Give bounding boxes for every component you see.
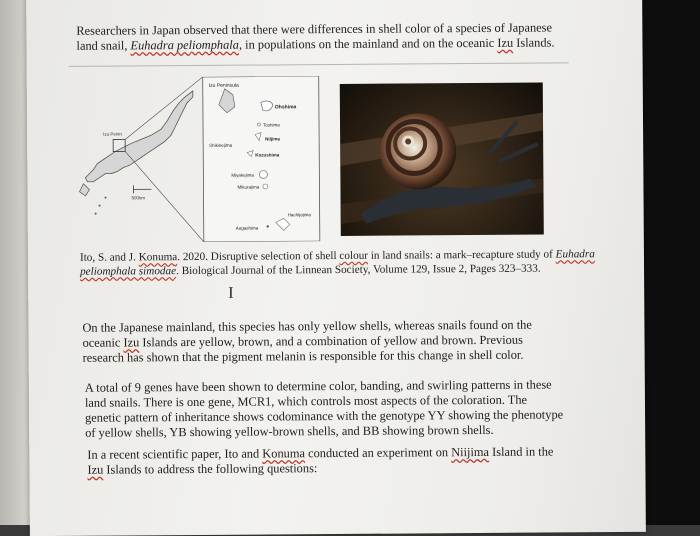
peninsula-label: Izu Peninsula: [209, 83, 239, 89]
citation-colour: colour: [339, 250, 368, 262]
intro-text: land snail,: [76, 38, 130, 52]
island-label-hachijojima: Hachijojima: [288, 212, 312, 217]
island-label-kozushima: Kozushima: [255, 152, 280, 157]
island-label-ohshima: Ohshima: [275, 104, 297, 110]
paragraph-2: [85, 377, 563, 440]
island-label-mikurajima: Mikurajima: [237, 185, 259, 190]
para3-text: In a recent scientific paper, Ito and: [87, 447, 262, 462]
paragraph-1: [82, 318, 532, 366]
citation-species: peliomphala simodae: [80, 265, 176, 278]
citation-journal: . Biological Journal of the Linnean Society, Volume 129, Issue 2, Pages 323–333.: [176, 263, 541, 278]
document-page: [26, 0, 646, 536]
para3-island: Niijima: [451, 445, 489, 459]
izu-word: Izu: [497, 36, 513, 50]
intro-line-1: Researchers in Japan observed that there were differences in shell color of a species of Japanese: [76, 20, 554, 38]
para3-text-mid: conducted an experiment on: [305, 445, 451, 460]
intro-line-2: [76, 35, 554, 53]
para3-author: Konuma: [262, 446, 305, 460]
para2-line-3: genetic pattern of inheritance shows codominance with the genotype YY showing the phenotype: [85, 407, 563, 425]
para1-text-end: Islands are yellow, brown, and a combination of yellow and brown. Previous: [139, 333, 523, 350]
paragraph-3: [87, 444, 553, 477]
species-name: Euhadra peliomphala: [130, 38, 239, 53]
island-label-niijima: Niijima: [265, 136, 280, 141]
intro-text-mid: , in populations on the mainland and on the oceanic: [239, 36, 498, 52]
citation-line-2: [80, 261, 595, 279]
kyushu-outline: [79, 184, 89, 196]
island-dot: [95, 213, 97, 215]
para3-line-2: [87, 459, 553, 477]
citation-author: Konuma: [139, 251, 178, 263]
citation-text: Ito, S. and J.: [80, 251, 139, 263]
citation-genus: Euhadra: [556, 248, 595, 260]
para2-line-2: land snails. There is one gene, MCR1, which controls most aspects of the coloration. The: [85, 392, 563, 410]
text-cursor-icon: I: [228, 285, 233, 303]
island-label-toshima: Toshima: [263, 122, 280, 127]
island-dot: [99, 205, 101, 207]
island-label-aogashima: Aogashima: [236, 226, 259, 231]
izu-word: Izu: [123, 335, 139, 349]
izu-word: Izu: [87, 463, 103, 477]
inset-label: Izu Penin: [103, 131, 122, 136]
citation-text-end: in land snails: a mark–recapture study of: [368, 248, 556, 261]
island-dot: [105, 197, 107, 199]
backdrop-left: [0, 0, 30, 525]
intro-paragraph: [76, 20, 554, 53]
para1-line-1: On the Japanese mainland, this species has only yellow shells, whereas snails found on the: [82, 318, 532, 336]
izu-map-figure: [75, 76, 321, 243]
backdrop-right: [640, 0, 700, 525]
citation-text-mid: . 2020. Disruptive selection of shell: [177, 250, 339, 263]
para3-text-final: Islands to address the following questions:: [103, 461, 317, 476]
divider-top: [69, 62, 569, 66]
island-label-miyakejima: Miyakejima: [231, 173, 254, 178]
island-label-shikinejima: Shikinejima: [209, 143, 233, 148]
scale-label: 500km: [132, 195, 146, 200]
citation: [80, 247, 595, 279]
snail-photo: [340, 83, 544, 236]
para2-line-1: A total of 9 genes have been shown to determine color, banding, and swirling patterns in these: [85, 377, 563, 395]
para1-line-3: research has shown that the pigment melanin is responsible for this change in shell color.: [83, 348, 533, 366]
japan-outline: [85, 91, 194, 182]
intro-text-end: Islands.: [513, 35, 554, 49]
para1-text: oceanic: [82, 335, 123, 349]
para3-text-end: Island in the: [489, 444, 553, 458]
para2-line-4: of yellow shells, YB showing yellow-brown shells, and BB showing brown shells.: [85, 422, 563, 440]
